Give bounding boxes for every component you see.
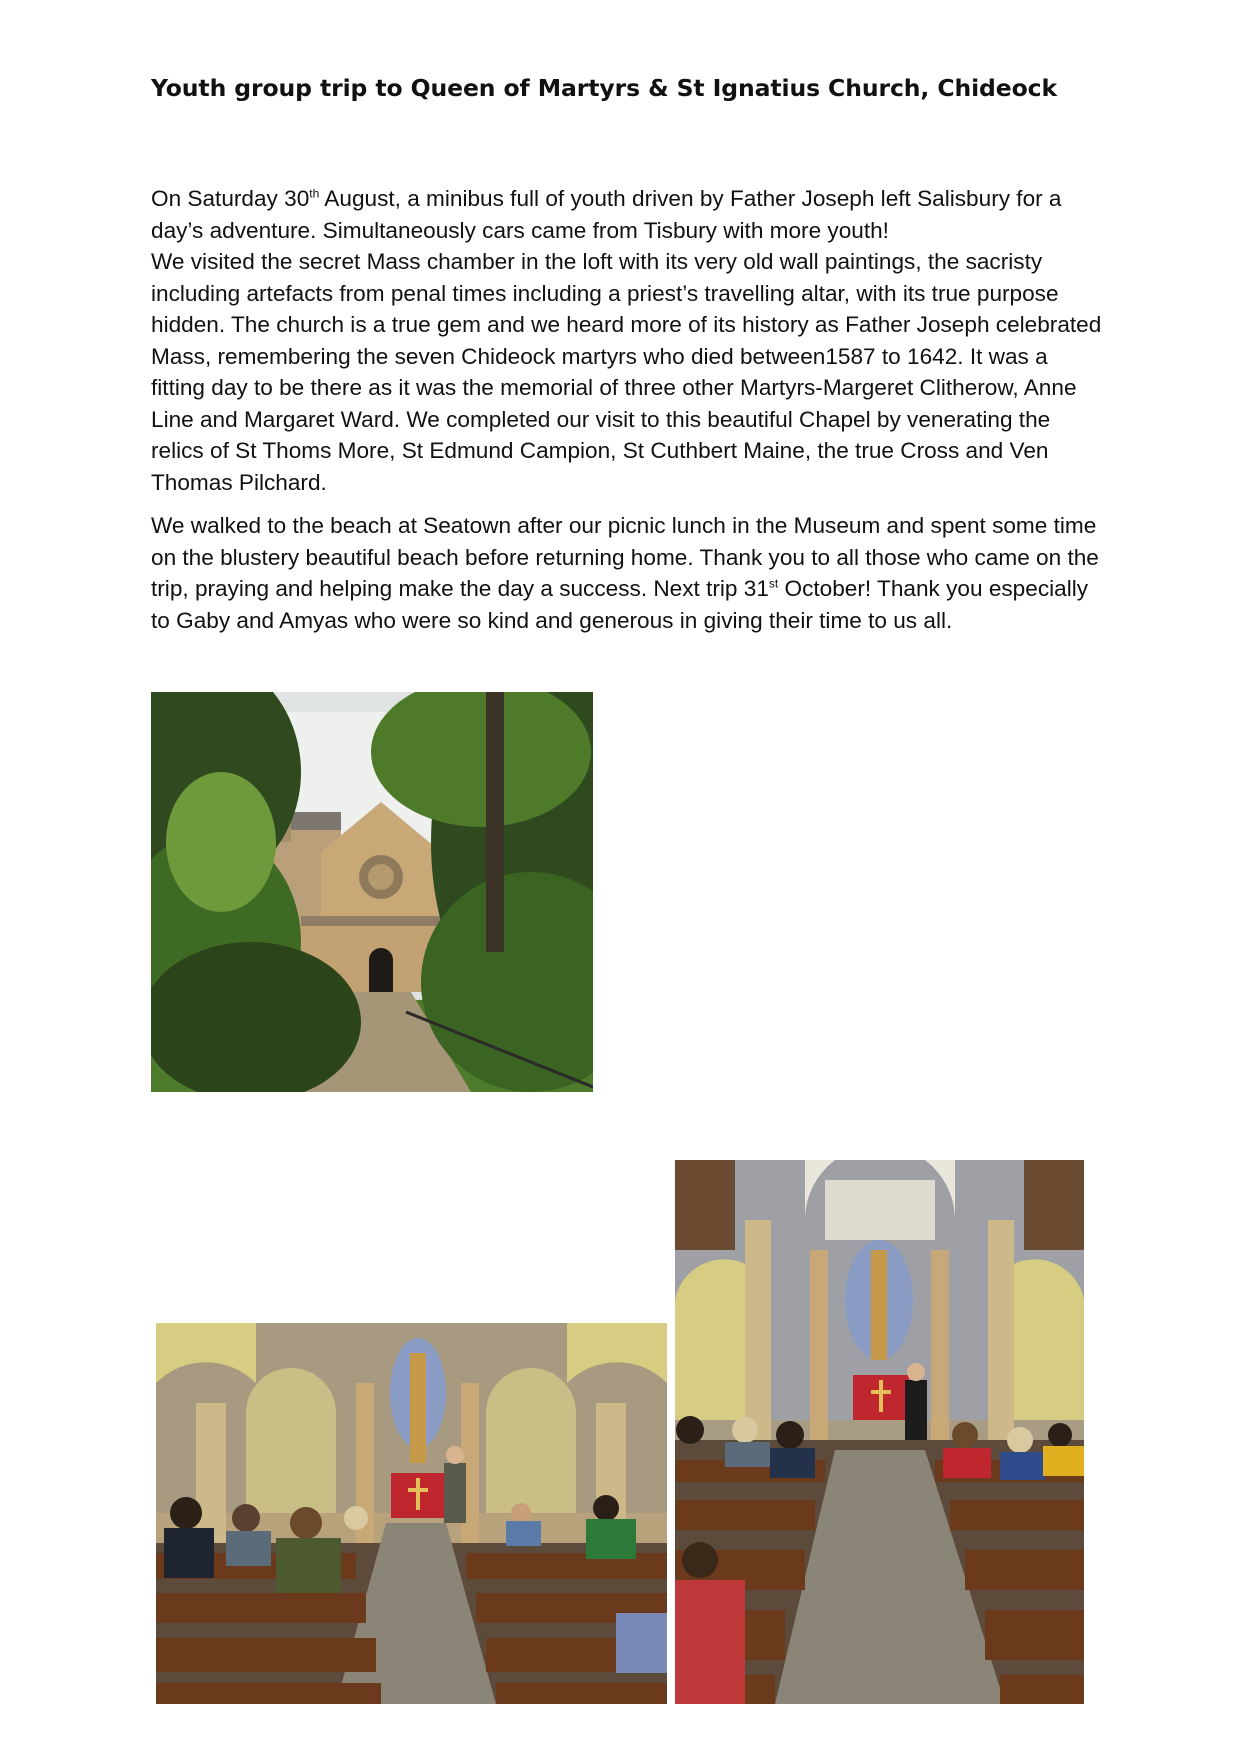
church-interior-pews-photo [156, 1323, 667, 1704]
paragraph-3: We walked to the beach at Seatown after our picnic lunch in the Museum and spent some time on the blustery beautiful beach before returning home. Thank you to all those who came on the trip, praying and helping make the day a success. Next trip 31st October! Thank you especially to Gaby and Amyas who were so kind and generous in giving their time to us all. [151, 513, 1099, 633]
page-title: Youth group trip to Queen of Martyrs & St Ignatius Church, Chideock [151, 74, 1058, 102]
church-exterior-photo [151, 692, 593, 1092]
paragraph-1: On Saturday 30th August, a minibus full of youth driven by Father Joseph left Salisbury for a day’s adventure. Simultaneously cars came from Tisbury with more youth! [151, 186, 1062, 243]
article-body [151, 183, 1103, 636]
paragraph-2: We visited the secret Mass chamber in the loft with its very old wall paintings, the sacristy including artefacts from penal times including a priest’s travelling altar, with its true purpose hidden. The church is a true gem and we heard more of its history as Father Joseph celebrated Mass, remembering the seven Chideock martyrs who died between1587 to 1642. It was a fitting day to be there as it was the memorial of three other Martyrs-Margeret Clitherow, Anne Line and Margaret Ward. We completed our visit to this beautiful Chapel by venerating the relics of St Thoms More, St Edmund Campion, St Cuthbert Maine, the true Cross and Ven Thomas Pilchard. [151, 249, 1102, 495]
church-interior-altar-photo [675, 1160, 1084, 1704]
